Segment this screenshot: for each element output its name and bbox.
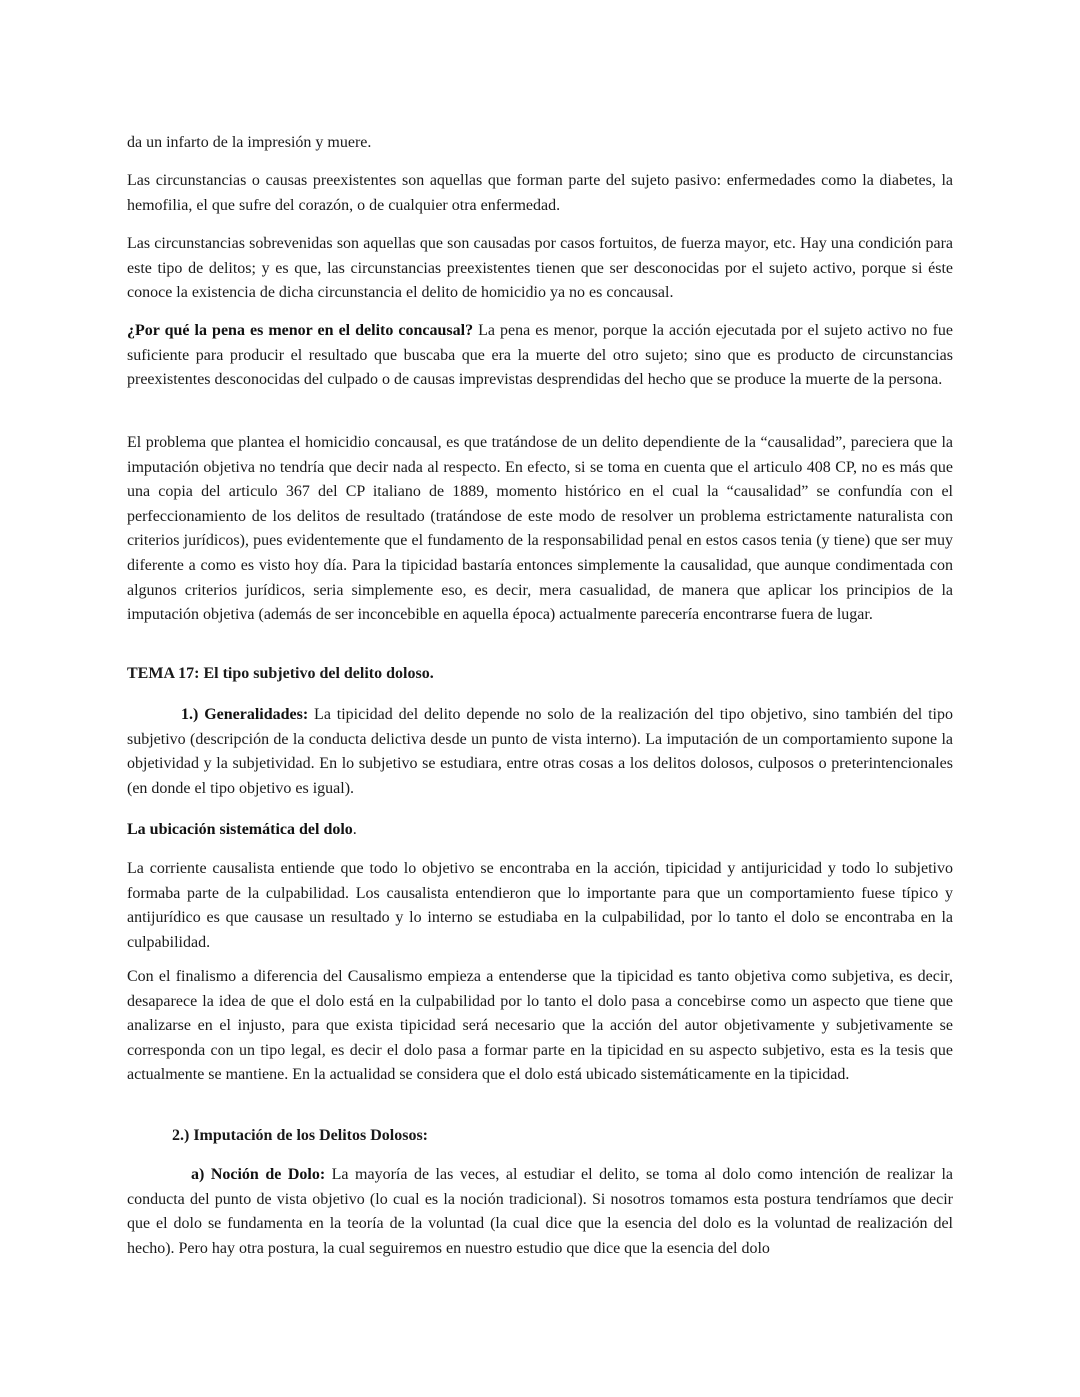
section-heading [127,818,953,843]
paragraph-text: Las circunstancias sobrevenidas son aquellas que son causadas por casos fortuitos, de fuerza mayor, etc. Hay una condición para este tipo de delitos; y es que, las circunstancias preexistentes tienen que ser desconocidas por el sujeto activo, porque si éste conoce la existencia de dicha circunstancia el delito de homicidio ya no es concausal. [127,235,953,302]
paragraph-text: La corriente causalista entiende que todo lo objetivo se encontraba en la acción, tipicidad y antijuricidad y todo lo subjetivo formaba parte de la culpabilidad. Los causalista entendieron que lo importante para que un comportamiento fuese típico y antijurídico es que causase un resultado y lo interno se estudiaba en la culpabilidad, por lo tanto el dolo se encontraba en la culpabilidad. [127,860,953,951]
paragraph [127,232,953,306]
subsection-heading: 2.) Imputación de los Delitos Dolosos: [172,1127,429,1144]
question-heading: ¿Por qué la pena es menor en el delito concausal? [127,322,474,339]
subsection-heading: 1.) Generalidades: [181,706,309,723]
paragraph [127,857,953,955]
section-heading: TEMA 17: El tipo subjetivo del delito doloso. [127,665,434,682]
paragraph [127,131,953,156]
paragraph [127,169,953,218]
paragraph-text: Con el finalismo a diferencia del Causalismo empieza a entenderse que la tipicidad es tanto objetiva como subjetiva, es decir, desaparece la idea de que el dolo está en la culpabilidad por lo tanto el dolo pasa a concebirse como un aspecto que tiene que analizarse en el injusto, para que exista tipicidad será necesario que la acción del autor objetivamente y subjetivamente se corresponda con un tipo legal, es decir el dolo pasa a formar parte en la tipicidad en su aspecto subjetivo, esta es la tesis que actualmente se mantiene. En la actualidad se considera que el dolo está ubicado sistemáticamente en la tipicidad. [127,968,953,1084]
paragraph [127,319,953,393]
paragraph-text: Las circunstancias o causas preexistentes son aquellas que forman parte del sujeto pasivo: enfermedades como la diabetes, la hemofilia, el que sufre del corazón, o de cualquier otra enfermedad. [127,172,953,214]
paragraph-text: da un infarto de la impresión y muere. [127,134,372,151]
paragraph-text: El problema que plantea el homicidio concausal, es que tratándose de un delito dependiente de la “causalidad”, pareciera que la imputación objetiva no tendría que decir nada al respecto. En efecto, si se toma en cuenta que el articulo 408 CP, no es más que una copia del articulo 367 del CP italiano de 1889, momento histórico en el cual la “causalidad” se confundía con el perfeccionamiento de los delitos de resultado (tratándose de este modo de resolver un problema estrictamente naturalista con criterios jurídicos), pues evidentemente que el fundamento de la responsabilidad penal en estos casos tenia (y tiene) que ser muy diferente a como es visto hoy día. Para la tipicidad bastaría entonces simplemente la causalidad, que aunque condimentada con algunos criterios jurídicos, seria simplemente eso, es decir, mera casualidad, de manera que aplicar los principios de la imputación objetiva (además de ser inconcebible en aquella época) actualmente parecería encontrarse fuera de lugar. [127,434,953,624]
paragraph-text: La tipicidad del delito depende no solo de la realización del tipo objetivo, sino también del tipo subjetivo (descripción de la conducta delictiva desde un punto de vista interno). La imputación de un comportamiento supone la objetividad y la subjetividad. En lo subjetivo se estudiara, entre otras cosas a los delitos dolosos, culposos o preterintencionales (en donde el tipo objetivo es igual). [127,706,953,797]
paragraph-text: La mayoría de las veces, al estudiar el delito, se toma al dolo como intención de realizar la conducta del punto de vista objetivo (lo cual es la noción tradicional). Si nosotros tomamos esta postura tendríamos que decir que el dolo se fundamenta en la teoría de la voluntad (la cual dice que la esencia del dolo es la voluntad de realización del hecho). Pero hay otra postura, la cual seguiremos en nuestro estudio que dice que la esencia del dolo [127,1166,953,1257]
heading-period: . [352,821,357,838]
paragraph [127,1163,953,1261]
heading-text: La ubicación sistemática del dolo [127,821,353,838]
paragraph [127,965,953,1088]
subsection-heading: a) Noción de Dolo: [191,1166,326,1183]
paragraph-text: La pena es menor, porque la acción ejecutada por el sujeto activo no fue suficiente para producir el resultado que buscaba que era la muerte del otro sujeto; sino que es producto de circunstancias preexistentes desconocidas del culpado o de causas imprevistas desprendidas del hecho que se produce la muerte de la persona. [127,322,953,389]
paragraph [127,703,953,801]
paragraph [127,431,953,628]
